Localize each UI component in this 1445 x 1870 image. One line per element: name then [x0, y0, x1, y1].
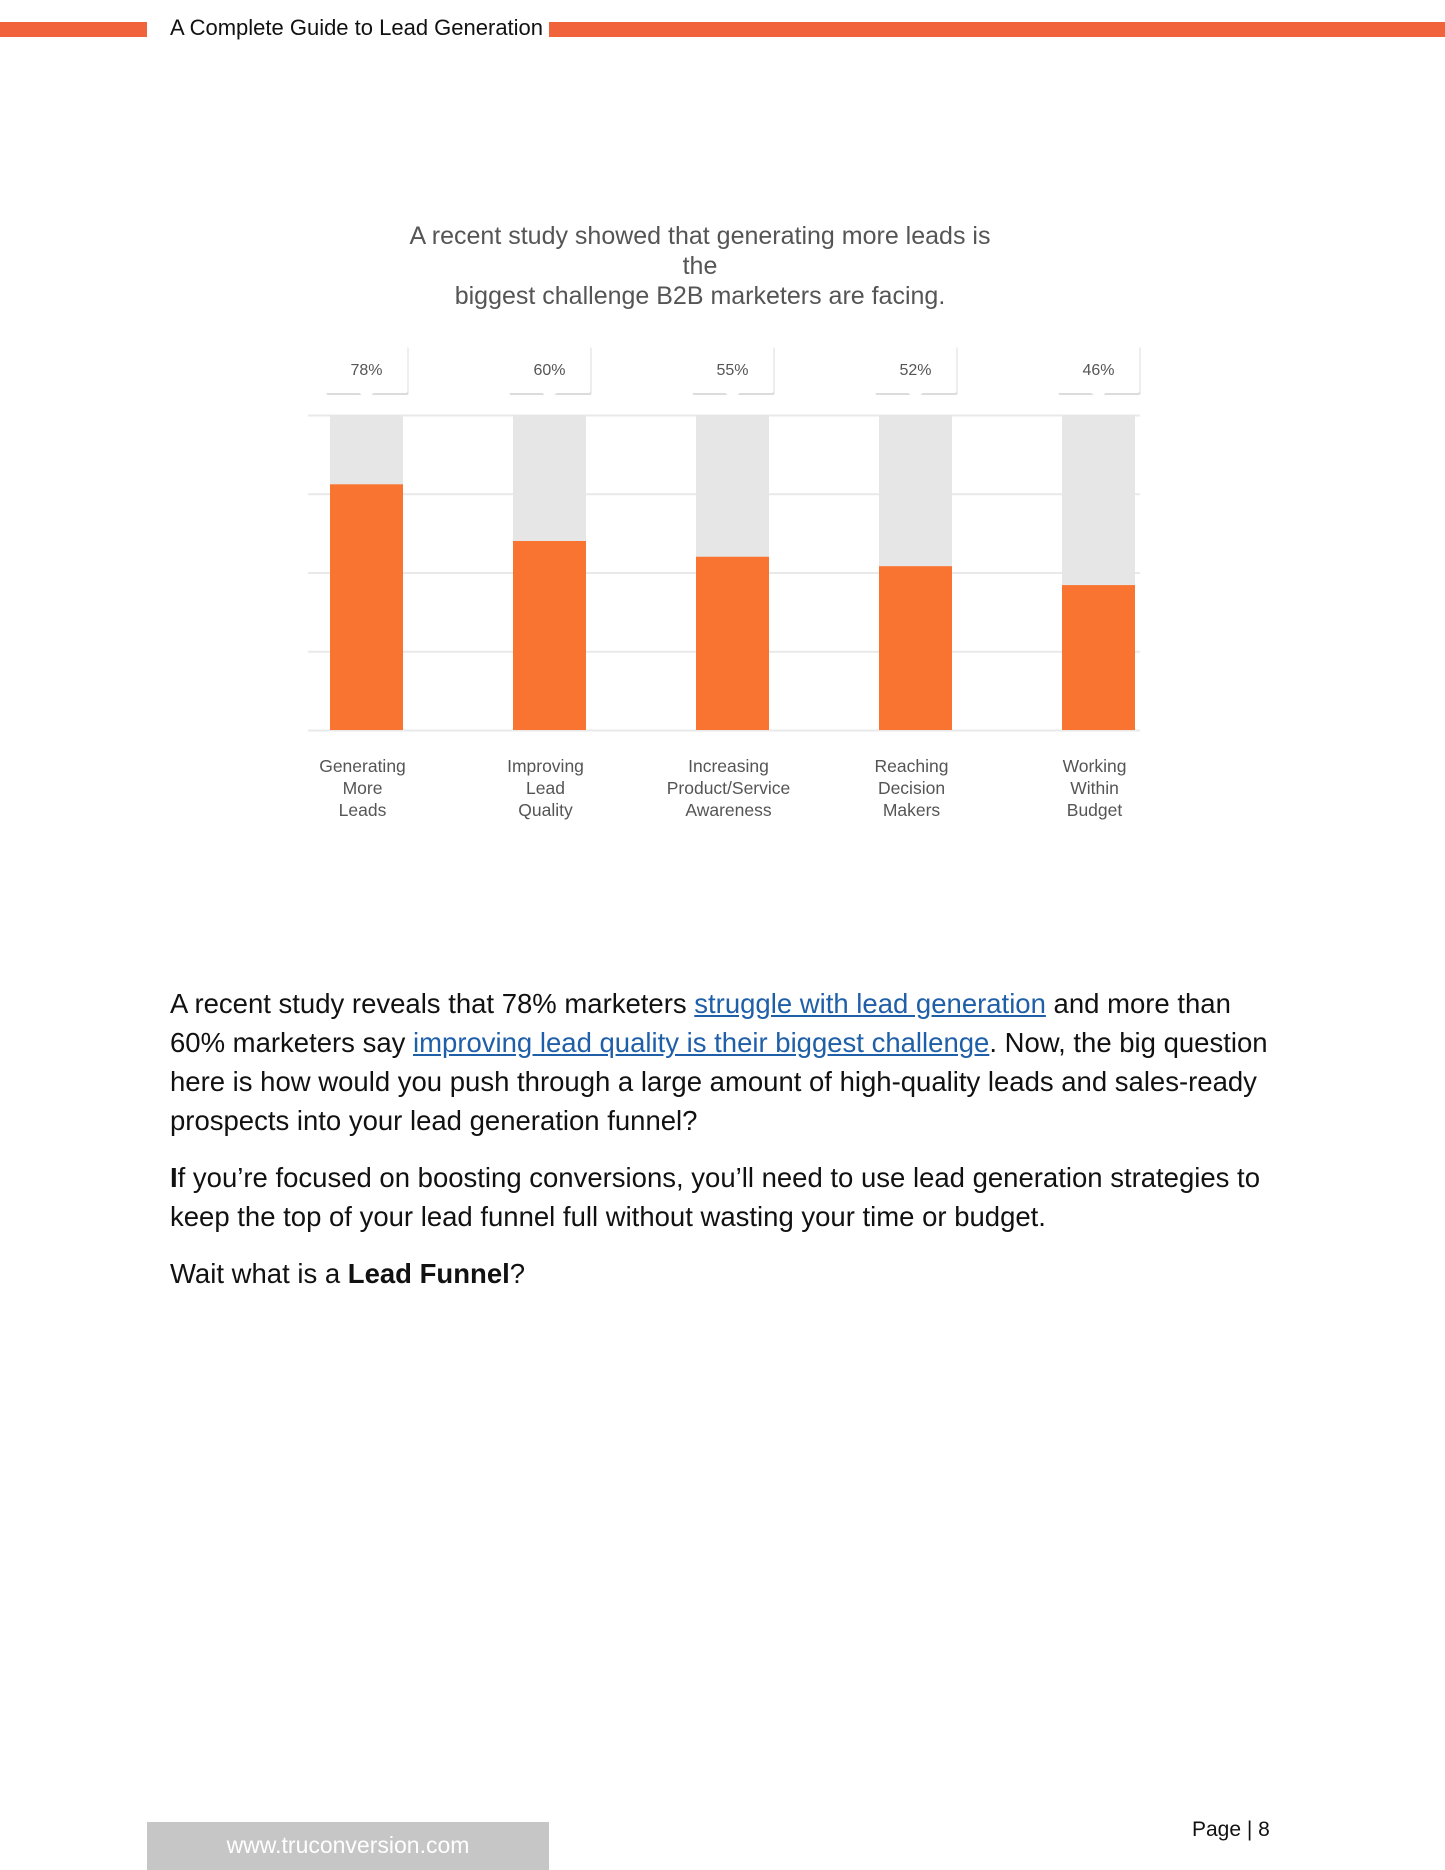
data-label-pointer — [1092, 393, 1106, 400]
bar-chart — [300, 215, 1150, 835]
data-label: 52% — [899, 362, 932, 379]
data-label-pointer — [360, 393, 374, 400]
p1-text-b: and more than 60% marketers say — [170, 988, 1231, 1058]
p3-bold-lead-funnel: Lead Funnel — [347, 1258, 510, 1289]
category-label: Budget — [1066, 800, 1123, 820]
paragraph-3 — [170, 1254, 1285, 1293]
link-struggle-with-lead-generation[interactable]: struggle with lead generation — [694, 988, 1046, 1019]
p2-text: f you’re focused on boosting conversions, you’ll need to use lead generation strategies to keep the top of your lead funnel full without wasting your time or budget. — [170, 1162, 1260, 1232]
body-text — [170, 984, 1285, 1311]
page-number: Page | 8 — [1192, 1818, 1270, 1841]
p1-text-a: A recent study reveals that 78% marketers — [170, 988, 695, 1019]
data-label-pointer — [543, 393, 557, 400]
category-label: Reaching — [874, 756, 949, 776]
chart-title-line-2: biggest challenge B2B marketers are facing. — [454, 282, 946, 310]
category-label: Within — [1070, 778, 1119, 798]
p1-text-c: . Now, the big question here is how would you push through a large amount of high-quality leads and sales-ready prospects into your lead generation funnel? — [170, 1027, 1268, 1136]
paragraph-2 — [170, 1158, 1285, 1236]
chart-title-line-1: A recent study showed that generating more leads is the — [409, 222, 991, 280]
category-label: Product/Service — [666, 778, 791, 798]
bar — [1062, 585, 1135, 730]
category-label: Generating — [319, 756, 406, 776]
chart-title — [400, 221, 1000, 311]
data-label: 60% — [533, 362, 566, 379]
data-label: 46% — [1082, 362, 1115, 379]
bar — [879, 566, 952, 730]
category-label: Lead — [526, 778, 565, 798]
category-label: Awareness — [685, 800, 772, 820]
document-title: A Complete Guide to Lead Generation — [170, 15, 544, 40]
link-improving-lead-quality[interactable]: improving lead quality is their biggest challenge — [413, 1027, 990, 1058]
category-label: Makers — [882, 800, 941, 820]
bar — [330, 484, 403, 730]
paragraph-1 — [170, 984, 1285, 1140]
category-label: Improving — [507, 756, 584, 776]
header-accent-right — [549, 22, 1445, 37]
category-label: More — [342, 778, 383, 798]
footer-url-bar — [147, 1822, 549, 1870]
category-label: Quality — [518, 800, 573, 820]
bar — [696, 557, 769, 730]
p2-dropcap: I — [170, 1162, 178, 1193]
p3-text-b: ? — [509, 1258, 526, 1289]
data-label: 55% — [716, 362, 749, 379]
category-label: Decision — [877, 778, 946, 798]
data-label-pointer — [909, 393, 923, 400]
category-label: Increasing — [688, 756, 769, 776]
p3-text-a: Wait what is a — [170, 1258, 348, 1289]
data-label: 78% — [350, 362, 383, 379]
header-accent-left — [0, 22, 147, 37]
category-label: Leads — [338, 800, 387, 820]
data-label-pointer — [726, 393, 740, 400]
category-label: Working — [1062, 756, 1127, 776]
footer-url: www.truconversion.com — [226, 1832, 470, 1858]
bar — [513, 541, 586, 730]
